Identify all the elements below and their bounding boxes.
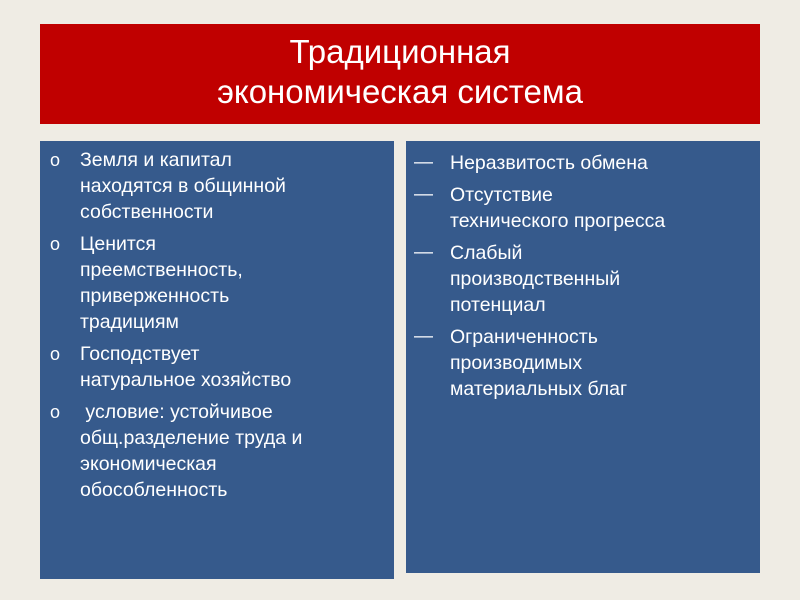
left-list: [50, 147, 386, 503]
list-item: [50, 147, 386, 225]
item-line: обособленность: [80, 479, 228, 501]
item-line: Отсутствие: [450, 184, 553, 206]
title-line-1: Традиционная: [289, 33, 511, 70]
list-item: [412, 324, 752, 402]
list-item: [50, 231, 386, 335]
right-list: [412, 150, 752, 402]
circle-bullet-icon: o: [50, 234, 61, 254]
dash-bullet-icon: —: [414, 152, 433, 173]
item-line: общ.разделение труда и: [80, 427, 303, 449]
list-item: [50, 341, 386, 393]
right-panel: [406, 141, 760, 573]
item-line: Ценится: [80, 233, 156, 255]
circle-bullet-icon: o: [50, 150, 61, 170]
item-line: натуральное хозяйство: [80, 369, 292, 391]
list-item: [412, 150, 752, 176]
list-item: [50, 399, 386, 503]
left-panel: [40, 141, 394, 579]
item-line: Господствует: [80, 343, 200, 365]
item-line: технического прогресса: [450, 210, 666, 232]
list-item: [412, 182, 752, 234]
item-line: производственный: [450, 268, 621, 290]
item-line: потенциал: [450, 294, 546, 316]
item-line: экономическая: [80, 453, 217, 475]
title-line-2: экономическая система: [217, 73, 583, 110]
item-line: производимых: [450, 352, 583, 374]
circle-bullet-icon: o: [50, 402, 61, 422]
item-line: Земля и капитал: [80, 149, 232, 171]
slide-title: [40, 24, 760, 124]
item-line: преемственность,: [80, 259, 243, 281]
list-item: [412, 240, 752, 318]
dash-bullet-icon: —: [414, 242, 433, 263]
item-line: традициям: [80, 311, 179, 333]
item-line: Неразвитость обмена: [450, 152, 648, 174]
circle-bullet-icon: o: [50, 344, 61, 364]
item-line: материальных благ: [450, 378, 628, 400]
dash-bullet-icon: —: [414, 184, 433, 205]
item-line: условие: устойчивое: [80, 401, 273, 423]
dash-bullet-icon: —: [414, 326, 433, 347]
item-line: собственности: [80, 201, 214, 223]
item-line: Ограниченность: [450, 326, 598, 348]
item-line: приверженность: [80, 285, 230, 307]
item-line: находятся в общинной: [80, 175, 286, 197]
item-line: Слабый: [450, 242, 523, 264]
